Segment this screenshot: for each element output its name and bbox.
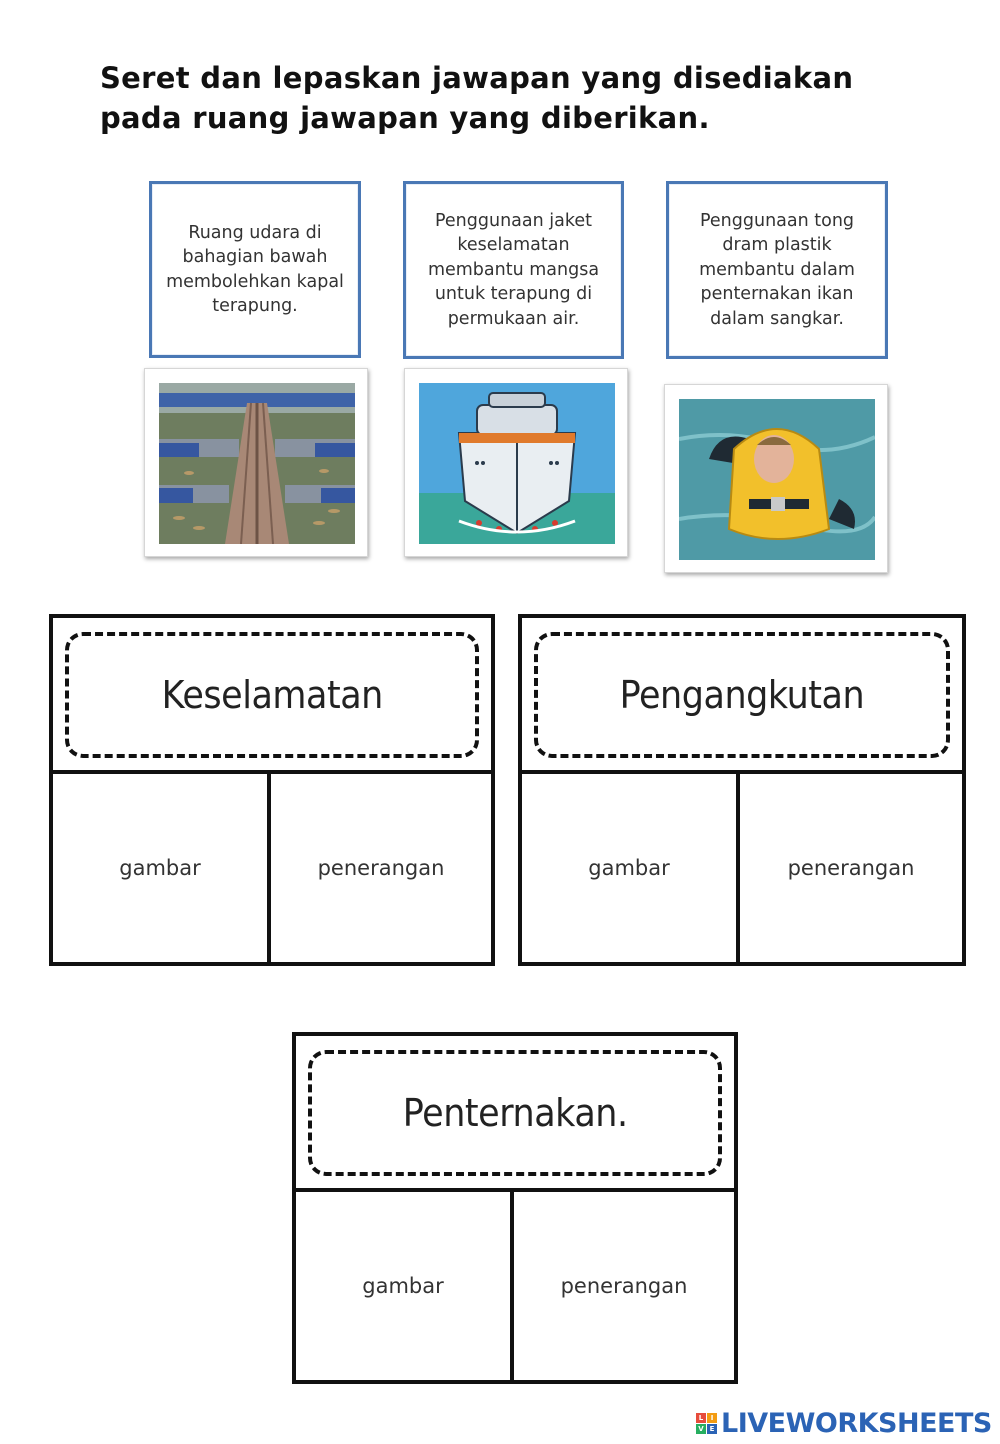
drop-zone-image[interactable] xyxy=(296,1192,514,1380)
liveworksheets-brand[interactable] xyxy=(696,1406,992,1440)
brand-name: LIVEWORKSHEETS xyxy=(721,1407,992,1439)
category-keselamatan xyxy=(49,614,495,966)
category-title: Penternakan. xyxy=(402,1091,628,1135)
answer-photo-life-jacket[interactable] xyxy=(664,384,888,573)
drop-zone-explanation[interactable] xyxy=(271,774,491,962)
category-header xyxy=(53,618,491,774)
answer-card-lifejacket-explanation[interactable]: Penggunaan jaket keselamatan membantu mangsa untuk terapung di permukaan air. xyxy=(403,181,624,359)
category-title-frame xyxy=(534,632,950,758)
instruction-heading: Seret dan lepaskan jawapan yang disediakan pada ruang jawapan yang diberikan. xyxy=(100,61,854,135)
category-title: Keselamatan xyxy=(161,673,383,717)
ship-photo-icon xyxy=(419,383,615,544)
drop-zone-label: penerangan xyxy=(317,856,445,880)
category-header xyxy=(522,618,962,774)
drop-zone-explanation[interactable] xyxy=(514,1192,734,1380)
category-penternakan xyxy=(292,1032,738,1384)
drop-zone-label: gambar xyxy=(119,856,201,880)
drop-zone-label: gambar xyxy=(362,1274,444,1298)
answer-photo-fish-cage[interactable] xyxy=(144,368,368,557)
answer-card-ship-explanation[interactable]: Ruang udara di bahagian bawah membolehkan kapal terapung. xyxy=(149,181,361,358)
category-header xyxy=(296,1036,734,1192)
drop-zone-explanation[interactable] xyxy=(740,774,962,962)
category-title: Pengangkutan xyxy=(619,673,865,717)
category-title-frame xyxy=(308,1050,722,1176)
drop-zone-label: gambar xyxy=(588,856,670,880)
life-jacket-photo-icon xyxy=(679,399,875,560)
drop-zone-image[interactable] xyxy=(53,774,271,962)
drop-zone-image[interactable] xyxy=(522,774,740,962)
category-title-frame xyxy=(65,632,479,758)
fish-cage-photo-icon xyxy=(159,383,355,544)
answer-card-fishfarm-explanation[interactable]: Penggunaan tong dram plastik membantu dalam penternakan ikan dalam sangkar. xyxy=(666,181,888,359)
liveworksheets-logo-icon: L I V E xyxy=(696,1413,717,1434)
drop-zone-label: penerangan xyxy=(560,1274,688,1298)
drop-zone-label: penerangan xyxy=(787,856,915,880)
category-pengangkutan xyxy=(518,614,966,966)
answer-photo-ship[interactable] xyxy=(404,368,628,557)
